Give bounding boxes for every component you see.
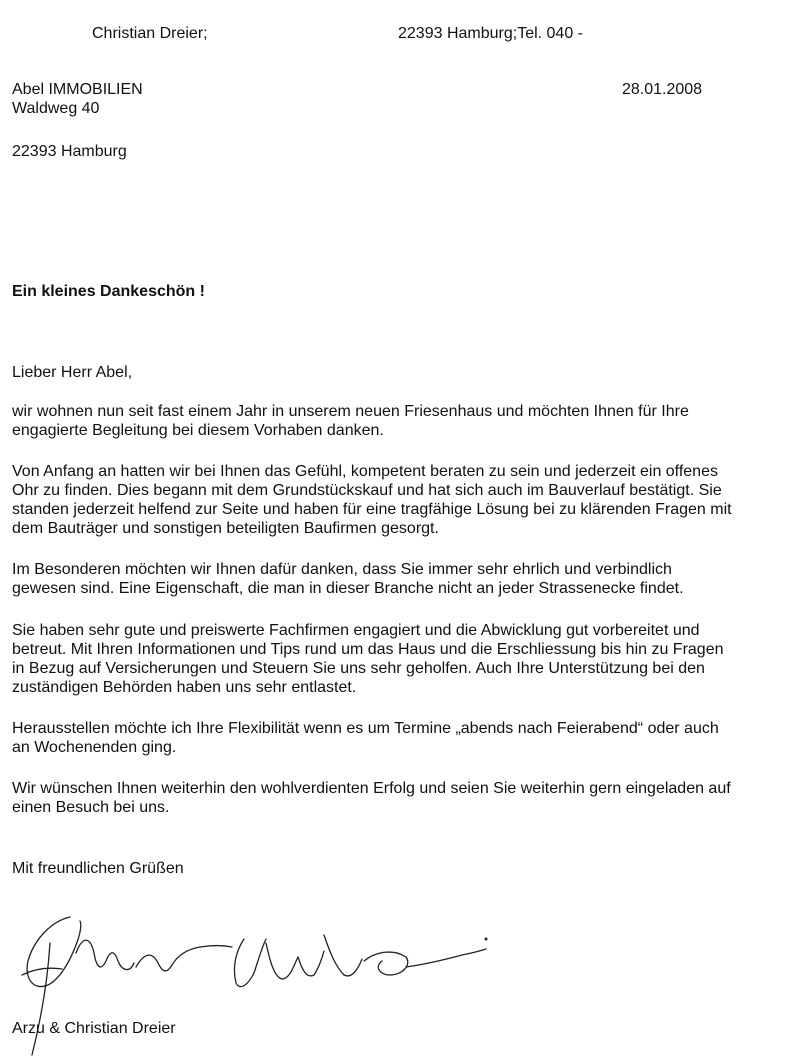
paragraph-line: Von Anfang an hatten wir bei Ihnen das Gefühl, kompetent beraten zu sein und jederzeit ein offenes (12, 463, 718, 480)
paragraph-line: Im Besonderen möchten wir Ihnen dafür danken, dass Sie immer sehr ehrlich und verbindlich (12, 561, 672, 578)
paragraph-line: gewesen sind. Eine Eigenschaft, die man in dieser Branche nicht an jeder Strassenecke findet. (12, 580, 684, 597)
paragraph-line: Wir wünschen Ihnen weiterhin den wohlverdienten Erfolg und seien Sie weiterhin gern eingeladen auf (12, 780, 731, 797)
paragraph-line: Herausstellen möchte ich Ihre Flexibilität wenn es um Termine „abends nach Feierabend“ oder auch (12, 720, 719, 737)
paragraph-5 (12, 719, 792, 757)
letter-date: 28.01.2008 (622, 81, 703, 98)
recipient-company: Abel IMMOBILIEN (12, 81, 143, 98)
recipient-city: 22393 Hamburg (12, 143, 127, 160)
paragraph-line: wir wohnen nun seit fast einem Jahr in unserem neuen Friesenhaus und möchten Ihnen für Ihre (12, 403, 689, 420)
paragraph-3 (12, 560, 792, 598)
sender-name: Christian Dreier; (92, 25, 208, 42)
paragraph-1 (12, 402, 792, 440)
paragraph-line: an Wochenenden ging. (12, 739, 177, 756)
paragraph-line: zuständigen Behörden haben uns sehr entlastet. (12, 679, 357, 696)
paragraph-6 (12, 779, 792, 817)
paragraph-line: standen jederzeit helfend zur Seite und haben für eine tragfähige Lösung bei zu klärenden Fragen mit (12, 501, 732, 518)
sender-address-phone: 22393 Hamburg;Tel. 040 - (398, 25, 583, 42)
paragraph-4 (12, 621, 792, 697)
signature-names: Arzu & Christian Dreier (12, 1020, 176, 1037)
paragraph-line: betreut. Mit Ihren Informationen und Tips rund um das Haus und die Erschliessung bis hin zu Fragen (12, 641, 724, 658)
letter-subject: Ein kleines Dankeschön ! (12, 283, 205, 300)
paragraph-line: in Bezug auf Versicherungen und Steuern Sie uns sehr geholfen. Auch Ihre Unterstützung bei den (12, 660, 705, 677)
paragraph-line: einen Besuch bei uns. (12, 799, 170, 816)
paragraph-line: dem Bauträger und sonstigen beteiligten Baufirmen gesorgt. (12, 520, 439, 537)
salutation: Lieber Herr Abel, (12, 364, 133, 381)
paragraph-line: engagierte Begleitung bei diesem Vorhaben danken. (12, 422, 384, 439)
paragraph-line: Ohr zu finden. Dies begann mit dem Grundstückskauf und hat sich auch im Bauverlauf bestätigt. Sie (12, 482, 722, 499)
paragraph-line: Sie haben sehr gute und preiswerte Fachfirmen engagiert und die Abwicklung gut vorbereitet und (12, 622, 700, 639)
paragraph-2 (12, 462, 792, 538)
recipient-street: Waldweg 40 (12, 100, 100, 117)
closing: Mit freundlichen Grüßen (12, 860, 184, 877)
